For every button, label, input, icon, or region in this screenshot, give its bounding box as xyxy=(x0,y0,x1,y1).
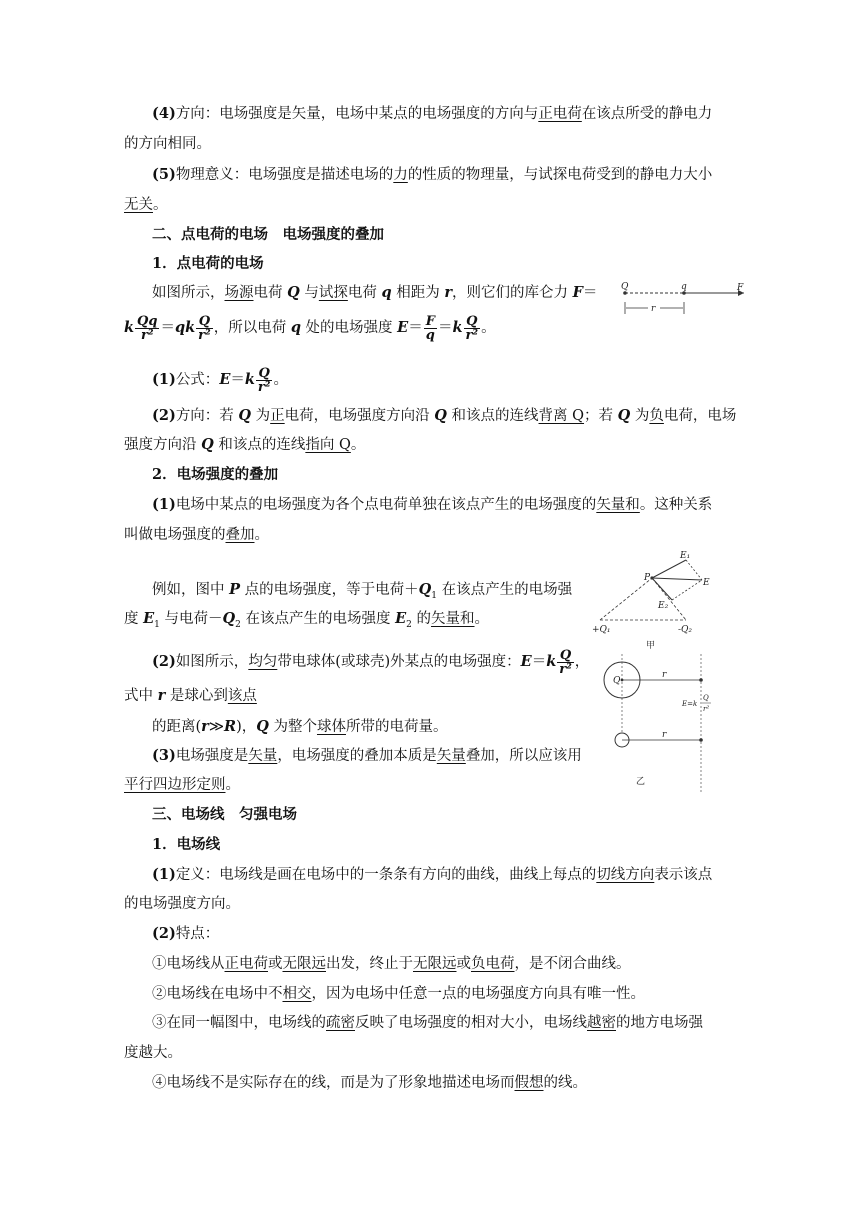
E-vector xyxy=(652,578,702,580)
para-5-line2: 无关。 xyxy=(124,197,168,213)
superposition-figure-jia xyxy=(590,548,720,652)
E2-vector xyxy=(652,578,672,600)
superposition-line1: (1)电场中某点的电场强度为各个点电荷单独在该点产生的电场强度的矢量和。这种关系 xyxy=(152,496,713,513)
svg-text:r²: r² xyxy=(703,705,710,713)
label-Q: Q xyxy=(621,282,629,292)
svg-text:E=k: E=k xyxy=(682,700,698,708)
section-2-heading: 二、点电荷的电场 电场强度的叠加 xyxy=(152,226,384,243)
coulomb-line1: 如图所示，场源电荷 Q 与试探电荷 q 相距为 r，则它们的库仑力 F＝ xyxy=(152,284,598,301)
svg-text:P: P xyxy=(644,573,651,583)
feature-item-4: ④电场线不是实际存在的线，而是为了形象地描述电场而假想的线。 xyxy=(152,1075,587,1091)
svg-text:Q: Q xyxy=(703,694,709,702)
frac-sphere: $\frac{Q}{\text{r²}}$ xyxy=(559,647,572,677)
example-line1: 例如，图中 P 点的电场强度，等于电荷$+Q_1$ 在该点产生的电场强 xyxy=(152,581,573,601)
label-r: r xyxy=(651,304,656,314)
E1-vector xyxy=(652,560,686,578)
frac-formula: $\frac{Q}{\text{r²}}$ xyxy=(257,365,271,395)
svg-text:-Q₂: -Q₂ xyxy=(678,625,693,635)
definition-line1: (1)定义：电场线是画在电场中的一条条有方向的曲线，曲线上每点的切线方向表示该点 xyxy=(152,866,713,883)
coulomb-line2: k $\frac{Qq}{\text{r²}}$ ＝qk $\frac{Q}{\text{r²}}$ ，所以电荷 q 处的电场强度 E＝ $\frac{F}{q}$ ＝k $\frac{Q}{\text{r²}}$ 。 xyxy=(124,313,496,343)
superposition-line2: 叫做电场强度的叠加。 xyxy=(124,527,269,543)
point-P-dot xyxy=(650,576,653,579)
sphere-line3: 的距离(r≫R)，Q 为整个球体所带的电荷量。 xyxy=(152,718,448,735)
direction-line1: (2)方向：若 Q 为正电荷，电场强度方向沿 Q 和该点的连线背离 Q；若 Q 为负电荷，电场 xyxy=(152,407,737,424)
sphere-line1: (2)如图所示，均匀带电球体(或球壳)外某点的电场强度：E＝k $\frac{Q}{\text{r²}}$ ， xyxy=(152,647,590,677)
svg-text:r: r xyxy=(662,730,667,740)
caption-yi: 乙 xyxy=(636,777,646,787)
svg-text:E₁: E₁ xyxy=(680,551,691,561)
definition-line2: 的电场强度方向。 xyxy=(124,896,240,912)
feature-item-3-line1: ③在同一幅图中，电场线的疏密反映了电场强度的相对大小，电场线越密的地方电场强 xyxy=(152,1015,703,1031)
subsection-2-2-heading: 2．电场强度的叠加 xyxy=(152,466,279,483)
direction-line2: 强度方向沿 Q 和该点的连线指向 Q。 xyxy=(124,436,366,453)
sphere-figure-yi xyxy=(598,652,714,798)
vector-line1: (3)电场强度是矢量，电场强度的叠加本质是矢量叠加，所以应该用 xyxy=(152,747,582,764)
para-5-line1: (5)物理意义：电场强度是描述电场的力的性质的物理量，与试探电荷受到的静电力大小 xyxy=(152,166,713,183)
label-F: F xyxy=(737,283,744,293)
subsection-2-1-heading: 1．点电荷的电场 xyxy=(152,255,264,272)
para-4-line1: (4)方向：电场强度是矢量，电场中某点的电场强度的方向与正电荷在该点所受的静电力 xyxy=(152,105,713,122)
svg-text:r: r xyxy=(662,670,667,680)
svg-text:Q: Q xyxy=(613,676,621,686)
frac-Q-r2: $\frac{Q}{\text{r²}}$ xyxy=(198,313,211,343)
formula-line: (1)公式：E＝k $\frac{Q}{\text{r²}}$ 。 xyxy=(152,365,288,395)
svg-text:E: E xyxy=(703,578,710,588)
vector-line2: 平行四边形定则。 xyxy=(124,777,240,793)
feature-item-1: ①电场线从正电荷或无限远出发，终止于无限远或负电荷，是不闭合曲线。 xyxy=(152,956,631,972)
frac-Q-r2-b: $\frac{Q}{\text{r²}}$ xyxy=(465,313,479,343)
para-4-line2: 的方向相同。 xyxy=(124,136,211,152)
feature-item-3-line2: 度越大。 xyxy=(124,1045,182,1061)
frac-F-q: $\frac{F}{q}$ xyxy=(425,313,435,343)
caption-jia: 甲 xyxy=(646,641,656,651)
label-q: q xyxy=(681,282,687,292)
coulomb-figure xyxy=(618,280,750,320)
frac-Qq-r2: $\frac{Qq}{\text{r²}}$ xyxy=(137,313,158,343)
example-line2: 度 $E_1$ 与电荷$-Q_2$ 在该点产生的电场强度 $E_2$ 的矢量和。 xyxy=(124,610,490,630)
features-line: (2)特点： xyxy=(152,925,220,942)
feature-item-2: ②电场线在电场中不相交，因为电场中任意一点的电场强度方向具有唯一性。 xyxy=(152,986,645,1002)
section-3-heading: 三、电场线 匀强电场 xyxy=(152,806,297,823)
svg-text:+Q₁: +Q₁ xyxy=(592,625,611,635)
svg-text:E₂: E₂ xyxy=(658,601,669,611)
sphere-line2: 式中 r 是球心到该点 xyxy=(124,687,257,704)
subsection-3-1-heading: 1．电场线 xyxy=(152,836,221,853)
